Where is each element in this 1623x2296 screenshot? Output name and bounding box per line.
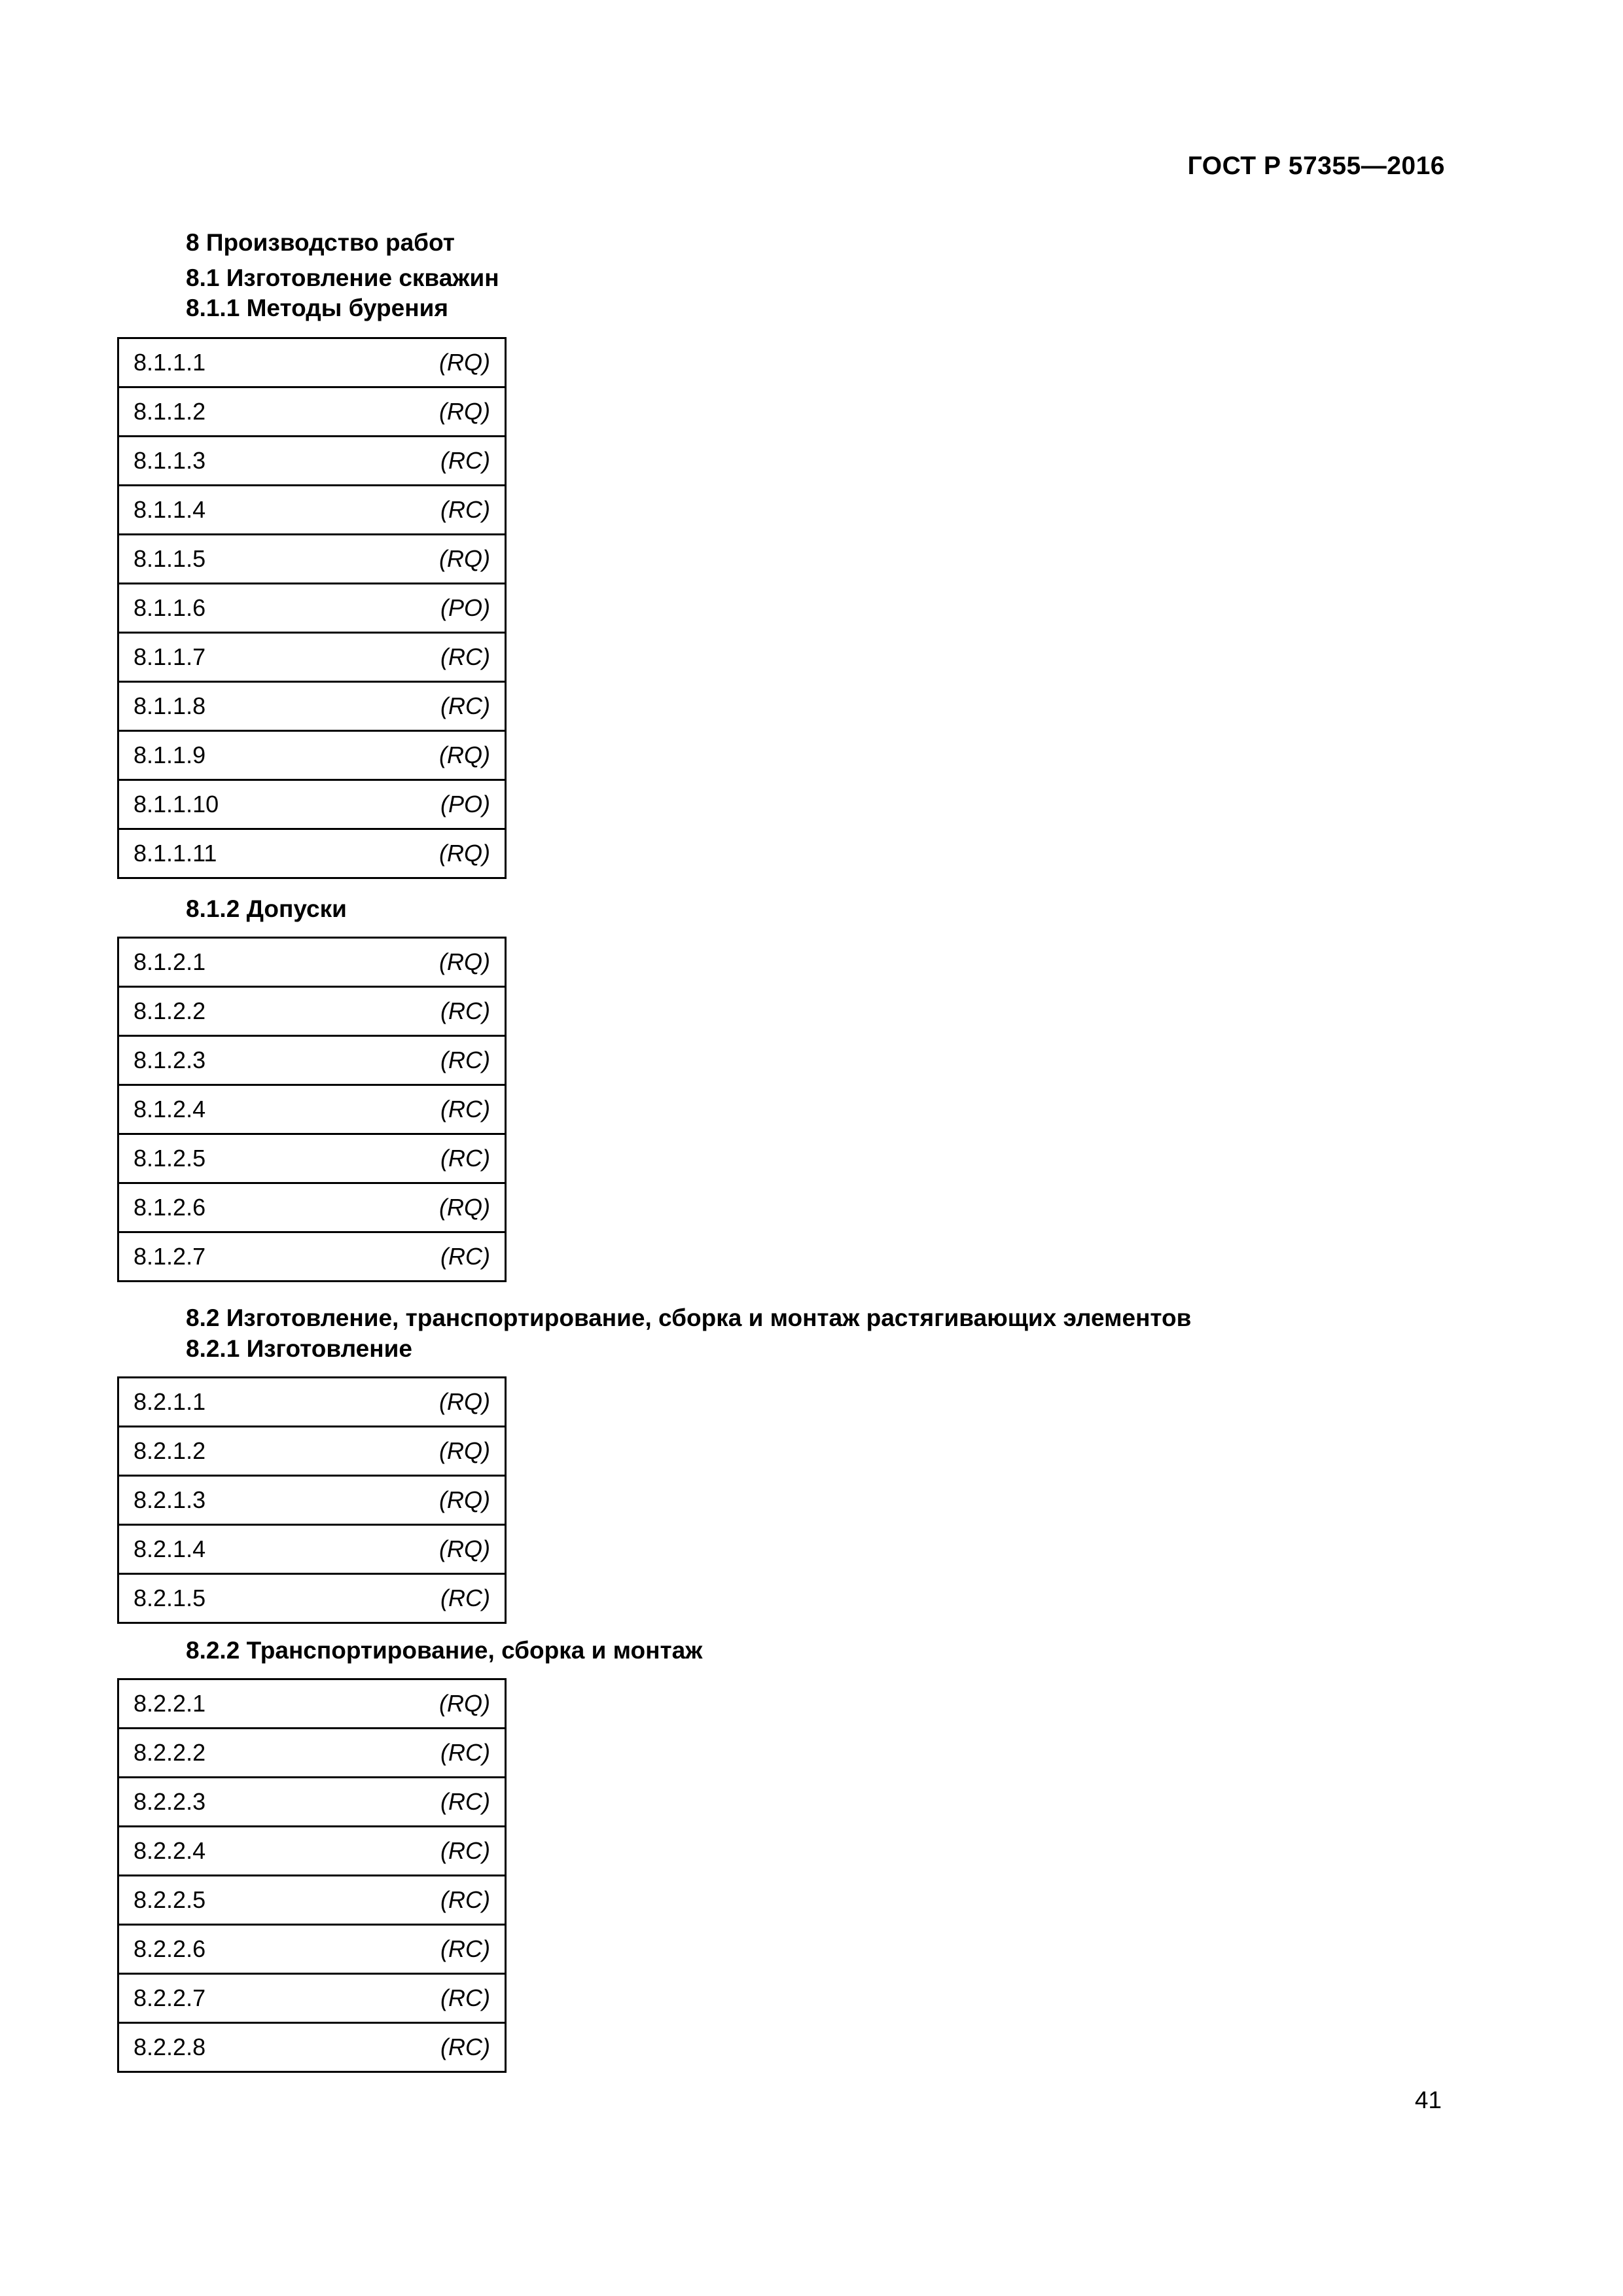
- requirement-level: (RC): [440, 496, 490, 523]
- table-row: [117, 1037, 507, 1086]
- table-row: [117, 1086, 507, 1135]
- requirement-level: (RC): [440, 1788, 490, 1815]
- table-row: [117, 1778, 507, 1827]
- subsection-heading: 8.1 Изготовление скважин: [186, 264, 499, 291]
- table-row: [117, 1477, 507, 1526]
- clause-number: 8.1.2.6: [134, 1194, 206, 1221]
- table-row: [117, 1378, 507, 1427]
- table-row: [117, 732, 507, 781]
- section-heading: 8 Производство работ: [186, 229, 455, 256]
- requirement-level: (RC): [440, 1585, 490, 1611]
- clause-number: 8.1.2.1: [134, 948, 206, 975]
- table-row: [117, 988, 507, 1037]
- requirement-level: (RC): [440, 1047, 490, 1073]
- requirement-level: (RQ): [439, 1194, 490, 1221]
- requirement-level: (RC): [440, 643, 490, 670]
- requirement-level: (RQ): [439, 545, 490, 572]
- clause-number: 8.1.1.6: [134, 594, 206, 621]
- requirement-level: (RQ): [439, 1535, 490, 1562]
- requirement-level: (RC): [440, 692, 490, 719]
- clause-number: 8.1.2.5: [134, 1145, 206, 1172]
- clause-number: 8.1.1.11: [134, 840, 217, 867]
- clause-number: 8.1.2.3: [134, 1047, 206, 1073]
- clause-number: 8.2.1.3: [134, 1486, 206, 1513]
- requirement-level: (RQ): [439, 398, 490, 425]
- requirement-level: (RC): [440, 1739, 490, 1766]
- table-row: [117, 1184, 507, 1233]
- requirement-level: (RQ): [439, 349, 490, 376]
- clause-number: 8.2.2.3: [134, 1788, 206, 1815]
- clause-number: 8.2.1.4: [134, 1535, 206, 1562]
- clause-number: 8.2.2.6: [134, 1935, 206, 1962]
- table-row: [117, 1876, 507, 1926]
- table-row: [117, 683, 507, 732]
- requirement-level: (RC): [440, 2034, 490, 2060]
- table-row: [117, 2024, 507, 2073]
- table-row: [117, 1135, 507, 1184]
- clause-number: 8.1.1.10: [134, 791, 219, 817]
- requirements-table: [117, 1376, 507, 1624]
- table-row: [117, 1427, 507, 1477]
- clause-number: 8.2.2.1: [134, 1690, 206, 1717]
- table-row: [117, 1926, 507, 1975]
- requirements-table: [117, 937, 507, 1282]
- table-row: [117, 1827, 507, 1876]
- clause-heading: 8.2.1 Изготовление: [186, 1335, 412, 1362]
- table-row: [117, 830, 507, 879]
- requirement-level: (RC): [440, 1145, 490, 1172]
- table-row: [117, 1680, 507, 1729]
- table-row: [117, 584, 507, 634]
- clause-number: 8.2.1.2: [134, 1437, 206, 1464]
- clause-number: 8.1.1.5: [134, 545, 206, 572]
- requirement-level: (RC): [440, 447, 490, 474]
- table-row: [117, 535, 507, 584]
- table-row: [117, 781, 507, 830]
- requirement-level: (PO): [440, 594, 490, 621]
- table-row: [117, 437, 507, 486]
- clause-number: 8.2.2.5: [134, 1886, 206, 1913]
- table-row: [117, 339, 507, 388]
- requirement-level: (PO): [440, 791, 490, 817]
- requirement-level: (RC): [440, 1886, 490, 1913]
- table-row: [117, 634, 507, 683]
- clause-number: 8.1.1.4: [134, 496, 206, 523]
- table-row: [117, 1729, 507, 1778]
- clause-number: 8.1.1.7: [134, 643, 206, 670]
- requirement-level: (RQ): [439, 1437, 490, 1464]
- requirements-table: [117, 1678, 507, 2073]
- clause-number: 8.2.1.1: [134, 1388, 206, 1415]
- requirement-level: (RC): [440, 1935, 490, 1962]
- clause-number: 8.1.2.2: [134, 997, 206, 1024]
- requirement-level: (RC): [440, 1096, 490, 1122]
- table-row: [117, 1975, 507, 2024]
- table-row: [117, 1233, 507, 1282]
- clause-number: 8.1.1.9: [134, 742, 206, 768]
- clause-heading: 8.1.2 Допуски: [186, 895, 347, 922]
- requirement-level: (RQ): [439, 948, 490, 975]
- requirement-level: (RQ): [439, 1486, 490, 1513]
- table-row: [117, 486, 507, 535]
- clause-heading: 8.2.2 Транспортирование, сборка и монтаж: [186, 1637, 703, 1664]
- requirement-level: (RQ): [439, 742, 490, 768]
- clause-number: 8.2.1.5: [134, 1585, 206, 1611]
- clause-number: 8.1.1.8: [134, 692, 206, 719]
- page-number: 41: [1414, 2087, 1442, 2113]
- clause-number: 8.1.1.1: [134, 349, 206, 376]
- requirement-level: (RC): [440, 1984, 490, 2011]
- requirement-level: (RQ): [439, 1690, 490, 1717]
- clause-number: 8.2.2.2: [134, 1739, 206, 1766]
- table-row: [117, 939, 507, 988]
- clause-number: 8.2.2.8: [134, 2034, 206, 2060]
- requirement-level: (RQ): [439, 840, 490, 867]
- clause-number: 8.2.2.7: [134, 1984, 206, 2011]
- requirement-level: (RC): [440, 1837, 490, 1864]
- table-row: [117, 388, 507, 437]
- clause-number: 8.1.2.7: [134, 1243, 206, 1270]
- requirement-level: (RC): [440, 997, 490, 1024]
- subsection-heading: 8.2 Изготовление, транспортирование, сборка и монтаж растягивающих элементов: [186, 1304, 1192, 1331]
- requirements-table: [117, 337, 507, 879]
- table-row: [117, 1526, 507, 1575]
- table-row: [117, 1575, 507, 1624]
- requirement-level: (RC): [440, 1243, 490, 1270]
- clause-number: 8.1.1.3: [134, 447, 206, 474]
- clause-number: 8.1.1.2: [134, 398, 206, 425]
- standard-designation: ГОСТ Р 57355—2016: [1187, 152, 1445, 180]
- clause-number: 8.1.2.4: [134, 1096, 206, 1122]
- clause-number: 8.2.2.4: [134, 1837, 206, 1864]
- clause-heading: 8.1.1 Методы бурения: [186, 295, 448, 321]
- requirement-level: (RQ): [439, 1388, 490, 1415]
